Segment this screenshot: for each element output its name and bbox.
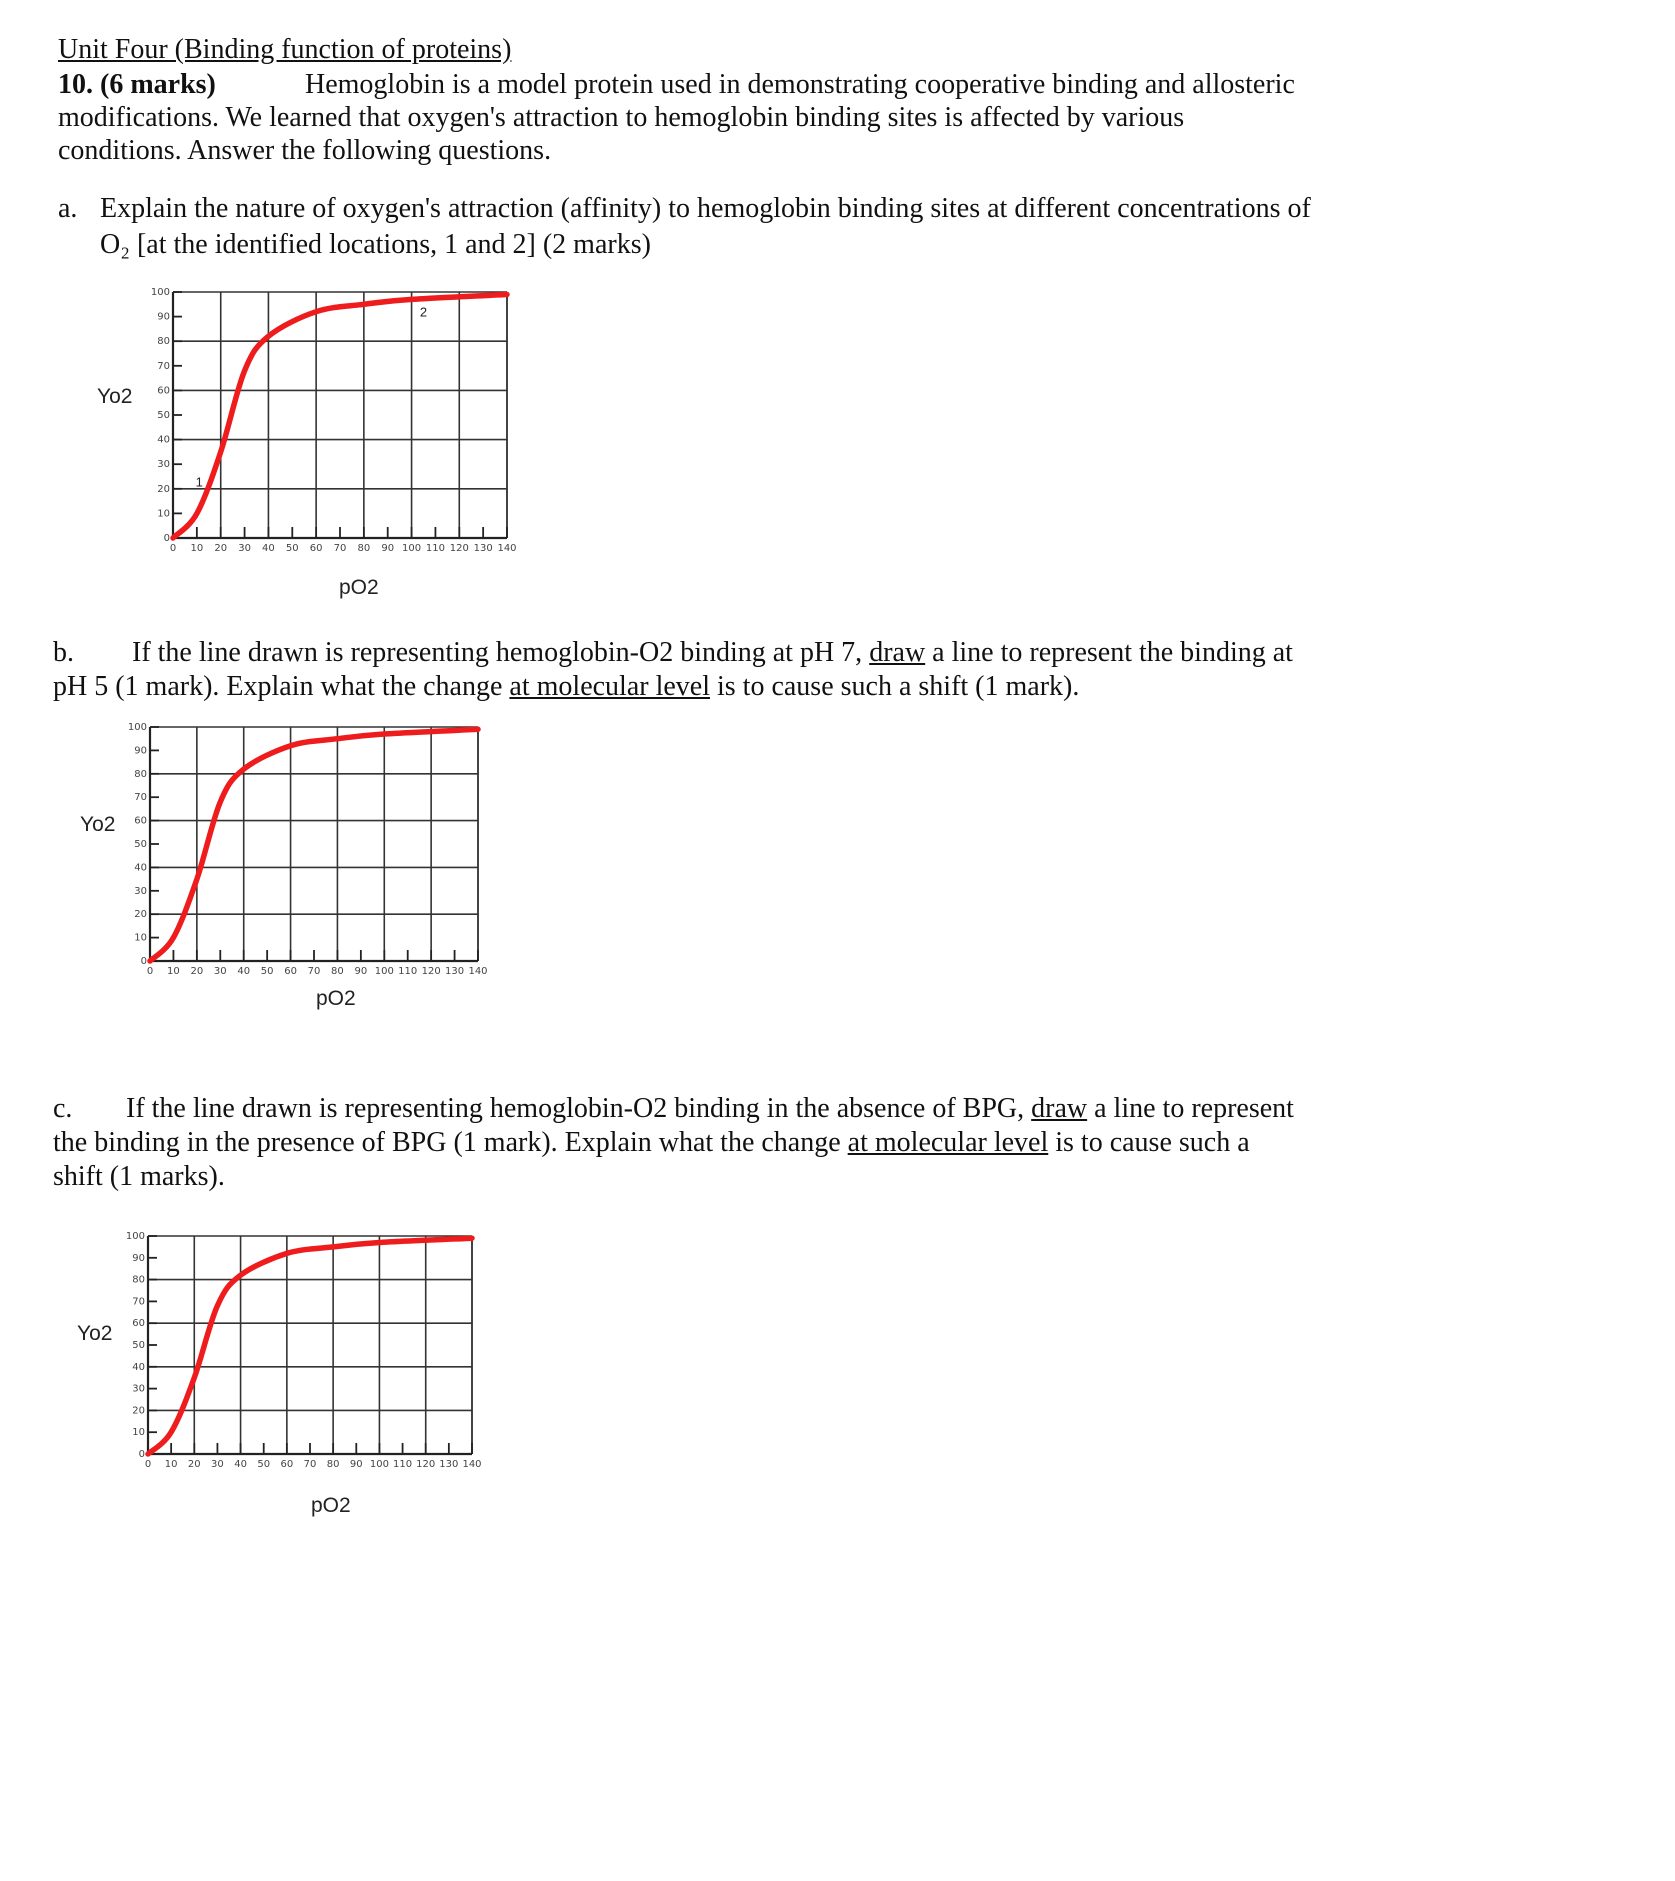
y-tick-label: 70: [132, 1296, 145, 1308]
x-tick-label: 90: [349, 1459, 363, 1470]
part-b-line-1-text-b: a line to represent the binding at: [925, 637, 1293, 668]
question-number: 10. (6 marks): [58, 69, 216, 100]
x-tick-label: 0: [146, 966, 154, 977]
intro-line-2: modifications. We learned that oxygen's attraction to hemoglobin binding sites is affected by various: [58, 102, 1185, 133]
x-tick-label: 110: [393, 1459, 413, 1470]
y-tick-label: 20: [157, 483, 170, 495]
x-tick-label: 140: [497, 543, 517, 554]
y-tick-label: 10: [157, 508, 170, 520]
binding-curve: [150, 729, 478, 961]
part-c-line-2-text-a: the binding in the presence of BPG (1 mark). Explain what the change: [53, 1127, 848, 1158]
chart-a-x-label: pO2: [339, 576, 379, 599]
x-tick-label: 100: [374, 966, 394, 977]
binding-curve: [173, 295, 507, 539]
x-tick-label: 130: [439, 1459, 459, 1470]
y-tick-label: 50: [132, 1340, 145, 1351]
y-tick-label: 80: [134, 768, 147, 780]
x-tick-label: 60: [280, 1459, 294, 1470]
part-c-line-1: [126, 1092, 1294, 1126]
x-tick-label: 110: [398, 966, 418, 977]
binding-curve: [148, 1238, 472, 1454]
part-c-line-2-text-b: is to cause such a: [1048, 1127, 1250, 1158]
part-c-line-1-text-b: a line to represent: [1087, 1093, 1294, 1124]
chart-grid: [150, 727, 478, 961]
y-tick-label: 40: [132, 1361, 145, 1373]
y-tick-label: 10: [132, 1427, 145, 1439]
part-c-line-2: [53, 1126, 1250, 1160]
location-marker-2: 2: [419, 304, 428, 320]
y-tick-label: 100: [127, 722, 147, 733]
unit-title: Unit Four (Binding function of proteins): [58, 34, 512, 65]
x-tick-label: 20: [190, 966, 204, 977]
x-tick-label: 80: [357, 543, 371, 554]
chart-grid: [173, 292, 507, 538]
x-tick-label: 20: [187, 1459, 201, 1470]
y-tick-label: 100: [150, 287, 170, 298]
x-tick-label: 10: [167, 966, 180, 977]
part-b-line-1-text-a: If the line drawn is representing hemoglobin-O2 binding at pH 7,: [132, 637, 870, 668]
part-c-draw-word: draw: [1031, 1093, 1088, 1124]
x-tick-label: 80: [331, 966, 344, 977]
x-tick-label: 50: [260, 966, 274, 977]
y-tick-label: 50: [157, 410, 170, 421]
x-tick-label: 10: [164, 1459, 178, 1470]
y-tick-label: 0: [163, 533, 170, 544]
x-tick-label: 30: [211, 1459, 224, 1470]
part-b-line-2-text-b: is to cause such a shift (1 mark).: [710, 671, 1080, 702]
chart-grid: [148, 1236, 472, 1454]
x-tick-label: 110: [425, 543, 445, 554]
part-b-molecular-level: at molecular level: [509, 671, 710, 702]
y-tick-label: 90: [157, 311, 170, 323]
part-b-line-2: [53, 670, 1079, 704]
x-tick-label: 120: [421, 966, 441, 977]
y-tick-label: 70: [157, 360, 170, 372]
y-tick-label: 30: [132, 1383, 145, 1395]
y-tick-label: 60: [134, 815, 147, 827]
intro-line-3: conditions. Answer the following questions.: [58, 135, 552, 166]
x-tick-label: 30: [238, 543, 251, 554]
x-tick-label: 60: [309, 543, 323, 554]
y-tick-label: 50: [134, 839, 147, 850]
chart-c: [112, 1228, 496, 1486]
x-tick-label: 90: [381, 543, 395, 554]
y-tick-label: 0: [138, 1449, 145, 1460]
x-tick-label: 40: [237, 966, 251, 977]
y-tick-label: 100: [125, 1231, 145, 1242]
part-a-line-1: Explain the nature of oxygen's attraction (affinity) to hemoglobin binding sites at different concentrations of: [100, 193, 1311, 224]
part-c-line-3: shift (1 marks).: [53, 1161, 225, 1192]
x-tick-label: 130: [445, 966, 465, 977]
x-tick-label: 100: [402, 543, 422, 554]
chart-c-y-label: Yo2: [77, 1322, 113, 1345]
y-tick-label: 90: [132, 1252, 145, 1264]
y-tick-label: 90: [134, 745, 147, 757]
chart-a: [137, 284, 531, 570]
x-tick-label: 130: [473, 543, 493, 554]
chart-c-x-label: pO2: [311, 1494, 351, 1517]
part-a-letter: a.: [58, 193, 78, 224]
x-tick-label: 70: [333, 543, 347, 554]
y-tick-label: 40: [157, 434, 170, 446]
y-tick-label: 30: [134, 885, 147, 897]
y-tick-label: 80: [132, 1274, 145, 1286]
x-tick-label: 70: [307, 966, 321, 977]
x-tick-label: 100: [369, 1459, 389, 1470]
y-tick-label: 60: [157, 385, 170, 397]
part-c-molecular-level: at molecular level: [847, 1127, 1049, 1158]
x-tick-label: 40: [262, 543, 275, 554]
x-tick-label: 50: [285, 543, 299, 554]
part-c-letter: c.: [53, 1093, 73, 1124]
chart-a-y-label: Yo2: [97, 385, 133, 408]
x-tick-label: 50: [257, 1459, 271, 1470]
x-tick-label: 10: [190, 543, 204, 554]
y-tick-label: 20: [134, 909, 147, 921]
x-tick-label: 90: [354, 966, 368, 977]
x-tick-label: 60: [284, 966, 297, 977]
part-b-letter: b.: [53, 637, 74, 668]
part-b-draw-word: draw: [869, 637, 926, 668]
x-tick-label: 120: [449, 543, 469, 554]
chart-b-y-label: Yo2: [80, 813, 116, 836]
y-tick-label: 30: [157, 459, 170, 471]
intro-line-1: Hemoglobin is a model protein used in demonstrating cooperative binding and allosteric: [305, 69, 1295, 100]
x-tick-label: 140: [462, 1459, 482, 1470]
x-tick-label: 30: [213, 966, 227, 977]
y-tick-label: 60: [132, 1318, 145, 1330]
x-tick-label: 70: [303, 1459, 317, 1470]
x-tick-label: 0: [144, 1459, 152, 1470]
y-tick-label: 20: [132, 1405, 145, 1417]
x-tick-label: 40: [234, 1459, 247, 1470]
location-marker-1: 1: [195, 474, 203, 490]
chart-b-x-label: pO2: [316, 987, 356, 1010]
x-tick-label: 20: [214, 543, 228, 554]
x-tick-label: 140: [468, 966, 488, 977]
part-b-line-1: [132, 636, 1293, 670]
y-tick-label: 40: [134, 862, 147, 874]
y-tick-label: 70: [134, 792, 147, 804]
y-tick-label: 10: [134, 932, 147, 944]
part-c-line-1-text-a: If the line drawn is representing hemoglobin-O2 binding in the absence of BPG,: [126, 1093, 1032, 1124]
x-tick-label: 0: [169, 543, 177, 554]
part-a-line-2: O₂ [at the identified locations, 1 and 2] (2 marks): [100, 229, 651, 260]
y-tick-label: 0: [140, 956, 147, 967]
chart-b: [114, 719, 502, 993]
part-b-line-2-text-a: pH 5 (1 mark). Explain what the change: [53, 671, 510, 702]
y-tick-label: 80: [157, 336, 170, 348]
x-tick-label: 80: [326, 1459, 340, 1470]
x-tick-label: 120: [416, 1459, 436, 1470]
